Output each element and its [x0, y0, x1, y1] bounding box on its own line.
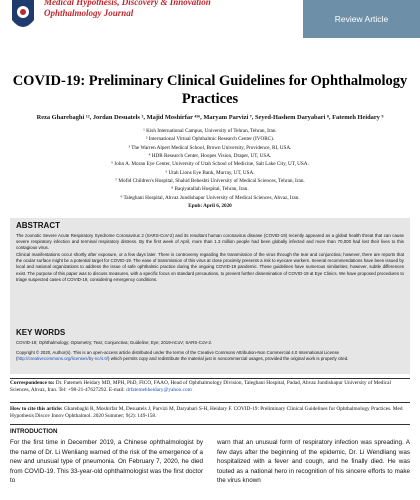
affiliation-item: ⁴ HDR Research Center, Hoopes Vision, Draper, UT, USA. — [148, 153, 272, 160]
citation-label: How to cite this article: — [10, 406, 63, 412]
article-type-badge: Review Article — [303, 0, 420, 38]
correspondence-email-link[interactable]: drfatemehheidary@yahoo.com — [126, 387, 192, 394]
citation-block — [10, 406, 410, 421]
copyright-text: Copyright © 2020, Author(s). This is an open-access article distributed under the terms of the Creative Commons Attribution-Non Commercial 4.0 International License ( — [16, 350, 340, 362]
correspondence-block — [10, 380, 410, 394]
journal-logo-icon — [8, 0, 38, 34]
journal-name: Medical Hypothesis, Discovery & Innovation — [44, 0, 211, 7]
correspondence-label: Correspondence to: — [10, 380, 55, 386]
journal-subtitle: Ophthalmology Journal — [44, 8, 134, 18]
abstract-paragraph: The zoonotic Severe Acute Respiratory Syndrome Coronavirus 2 (SARS-CoV-2) and its resultant human coronavirus disease (COVID-19) recently appeared as a global health threat that can cause severe respiratory infection and terminal respiratory distress. By the first week of April, more than 1.3 million people had been globally infected and more than 70,000 had lost their lives to this contagious virus. — [16, 233, 404, 251]
article-title: COVID-19: Preliminary Clinical Guidelines for Ophthalmology Practices — [12, 73, 408, 107]
affiliation-item: ² International Virtual Ophthalmic Research Center (IVORC). — [145, 136, 275, 143]
abstract-paragraph: Clinical manifestations occur shortly after exposure, or a few days later. There is controversy regarding the transmission of the virus through the tear and conjunctiva; however, there are reports that the ocular surface might be a potential target for COVID-19. The ease of transmission of this virus at close proximity presents a risk to eyecare workers. Several recommendations have been issued by local and national organizations to address the issue of safe ophthalmic practice during the ongoing COVID-19 pandemic. These guidelines have numerous similarities; however, subtle differences exist. The purpose of this paper was to discuss measures, with a specific focus on standard precautions, to prevent further dissemination of COVID-19 at Eye Clinics. We have proposed procedures to triage suspected cases of COVID-19, considering emergency conditions. — [16, 252, 404, 282]
affiliation-item: ⁸ Baqiyatallah Hospital, Tehran, Iran. — [171, 186, 249, 193]
affiliation-item: ⁵ John A. Moran Eye Center, University of Utah School of Medicine, Salt Lake City, UT, USA. — [111, 161, 309, 168]
correspondence-text: Dr. Fatemeh Heidary MD, MPH, PhD, FICO, FAAO, Head of Ophthalmology Division, Taleghani Hospital, Padad, Ahvaz Jundishapur University of Medical Sciences, Ahvaz, Iran. Tel: +98-21-47627292. E-mail: — [10, 380, 391, 394]
citation-text: Gharebaghi R, Moshirfar M, Desuatels J, Parvizi M, Daryabari S-H, Heidary F. COVID-19: Preliminary Clinical Guidelines for Ophthalmology Practices. Med Hypothesis Discov Innov Ophthalmol. 2020 Summer; 9(2): 149-158. — [10, 406, 403, 420]
divider — [10, 402, 410, 403]
introduction-heading: INTRODUCTION — [10, 428, 58, 435]
keywords-heading: KEY WORDS — [16, 328, 66, 337]
affiliation-list — [20, 127, 400, 210]
copyright-text-end: ) which permits copy and redistribute the material just in noncommercial usages, provided the original work is properly cited. — [108, 356, 349, 362]
abstract-body — [16, 233, 404, 284]
journal-header — [0, 0, 420, 42]
copyright-notice — [16, 350, 404, 362]
license-link[interactable]: http://creativecommons.org/licenses/by-nc/4.0/ — [17, 356, 109, 362]
divider — [10, 378, 410, 379]
divider — [10, 424, 410, 425]
affiliation-item: ⁹ Taleghani Hospital, Ahvaz Jundishapur University of Medical Sciences, Ahvaz, Iran. — [120, 194, 300, 201]
keywords-text: COVID-19; Ophthalmology; Optometry; Tear; Conjunctiva; Guideline; Eye; 2019-nCoV; SARS-CoV-2. — [16, 340, 213, 345]
author-list: Reza Gharebaghi ¹², Jordan Desuatels ³, Majid Moshirfar ⁴⁵⁶, Maryam Parvizi ⁷, Seyed-Hashem Daryabari ⁸, Fatemeh Heidary ⁹ — [36, 114, 384, 121]
introduction-column-right: warn that an unusual form of respiratory infection was spreading. A few days after the beginning of the epidemic, Dr. Li Wendliang was hospitalized with a fever and cough, and he finally died. He was touted as a national hero in recognition of his sincere efforts to make the virus known — [217, 439, 410, 484]
epub-date: Epub: April 6, 2020 — [188, 203, 232, 210]
affiliation-item: ³ The Warren Alpert Medical School, Brown University, Providence, RI, USA. — [128, 144, 292, 151]
affiliation-item: ⁶ Utah Lions Eye Bank, Murray, UT, USA. — [165, 169, 255, 176]
abstract-heading: ABSTRACT — [16, 221, 60, 230]
introduction-column-left: For the first time in December 2019, a Chinese ophthalmologist by the name of Dr. Li Wenliang warned of the risk of the emergence of a new and unusual type of pneumonia. On February 7, 2020, he died from COVID-19. This 33-year-old ophthalmologist was the first doctor to — [10, 439, 203, 484]
affiliation-item: ¹ Kish International Campus, University of Tehran, Tehran, Iran. — [143, 128, 277, 134]
affiliation-item: ⁷ Mofid Children's Hospital, Shahid Beheshti University of Medical Sciences, Tehran, Iran. — [115, 178, 305, 185]
